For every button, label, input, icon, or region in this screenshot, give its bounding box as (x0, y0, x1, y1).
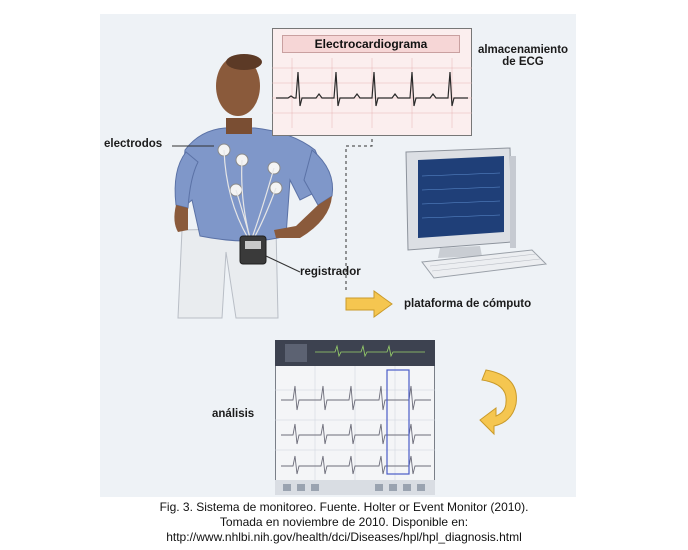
storage-label-line1: almacenamiento (477, 44, 569, 56)
electrodes-label: electrodos (104, 138, 163, 150)
caption-line-3: http://www.nhlbi.nih.gov/health/dci/Diseases/hpl/hpl_diagnosis.html (166, 530, 522, 544)
analysis-screen (275, 340, 435, 495)
curved-arrow-icon (476, 366, 526, 436)
computer-illustration (400, 146, 550, 286)
storage-label-line2: de ECG (502, 56, 544, 68)
caption-line-1: Fig. 3. Sistema de monitoreo. Fuente. Holter or Event Monitor (2010). (159, 500, 529, 514)
analysis-label: análisis (212, 408, 255, 420)
figure-caption (0, 500, 688, 545)
storage-label (476, 44, 570, 68)
arrow-right-icon (344, 289, 394, 319)
caption-line-2: Tomada en noviembre de 2010. Disponible en: (219, 515, 469, 529)
recorder-device (240, 236, 266, 264)
recorder-label: registrador (300, 266, 361, 278)
ecg-title: Electrocardiograma (282, 35, 460, 53)
platform-label: plataforma de cómputo (404, 298, 532, 310)
